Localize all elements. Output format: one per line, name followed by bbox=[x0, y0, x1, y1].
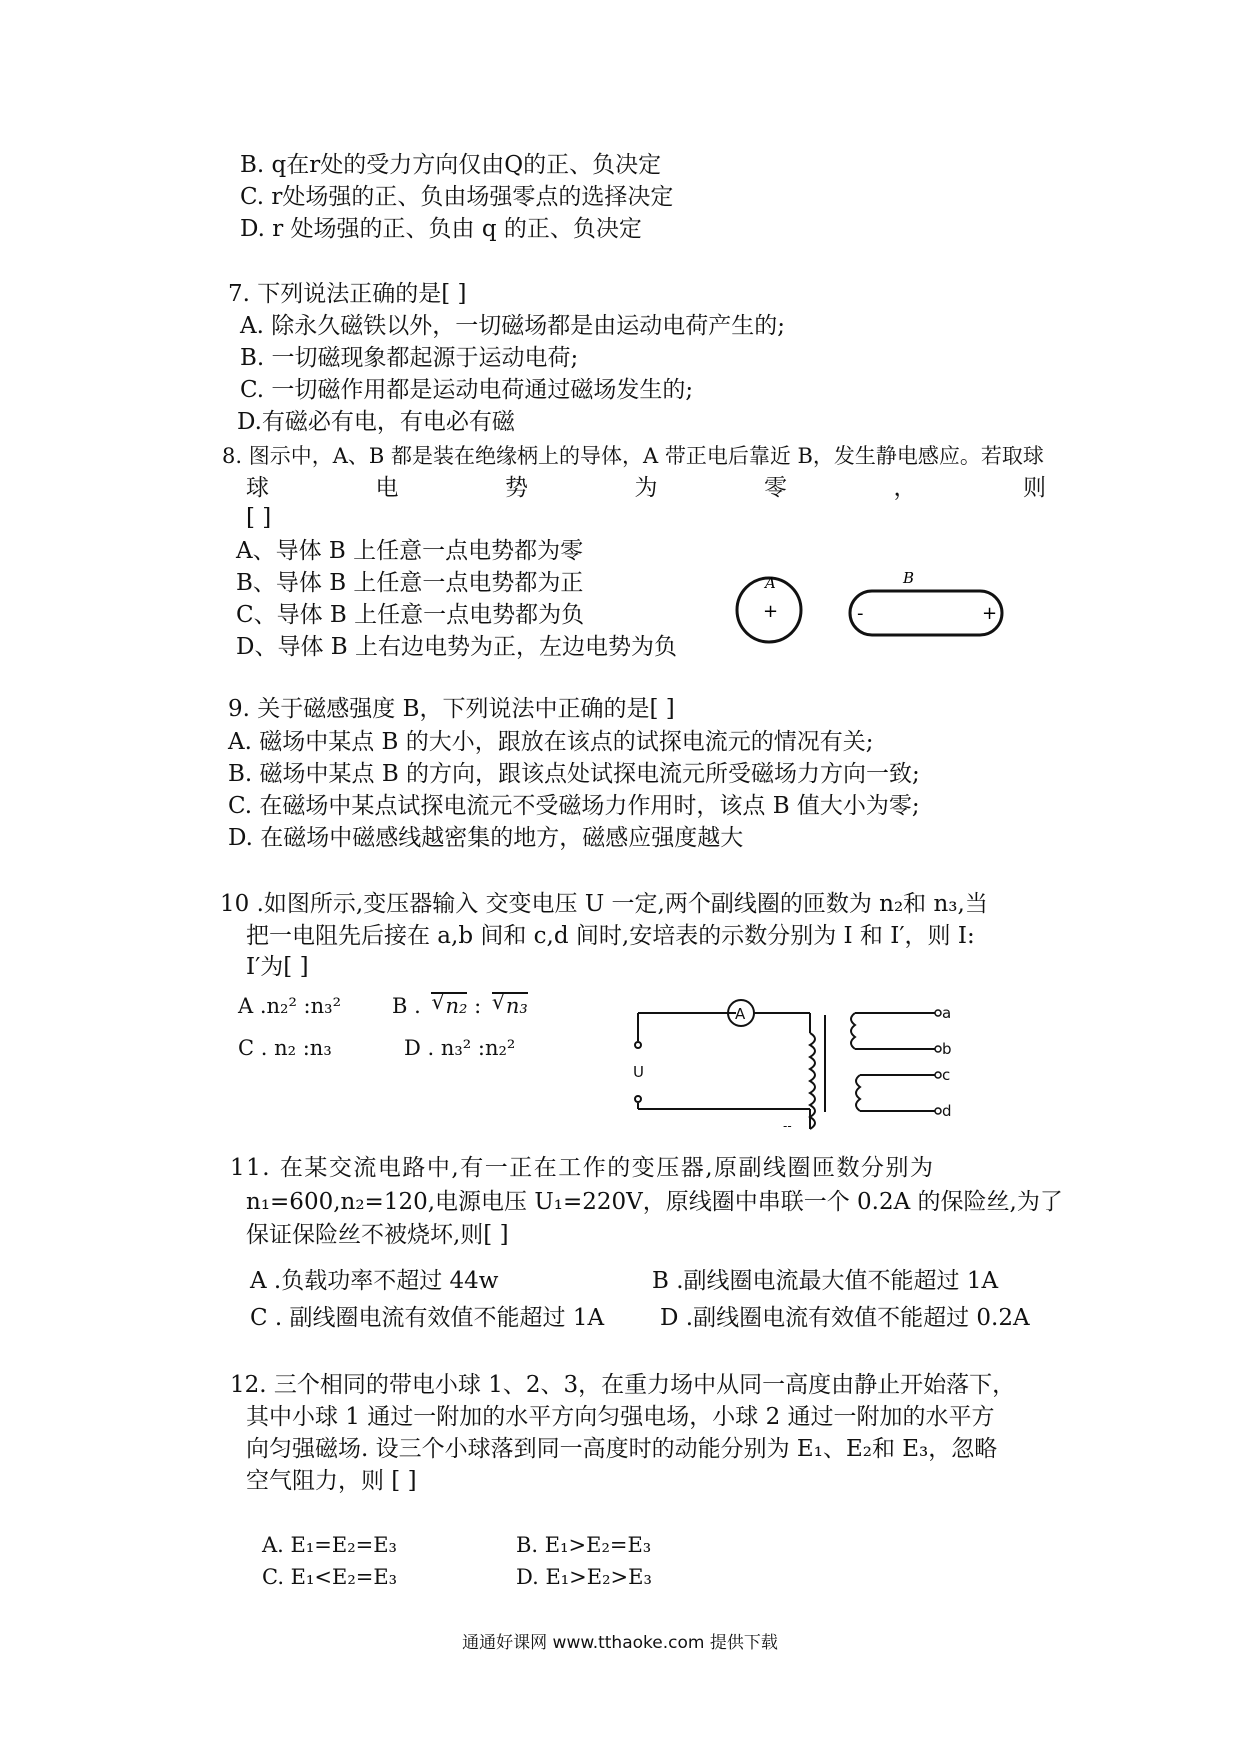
q9-stem: 9. 关于磁感强度 B，下列说法中正确的是[ ] bbox=[228, 696, 675, 722]
sqrt-n3-value: n₃ bbox=[505, 994, 528, 1018]
conductor-b-label: B bbox=[903, 569, 915, 587]
q8-option-a: A、导体 B 上任意一点电势都为零 bbox=[236, 538, 584, 564]
q11-option-a: A .负载功率不超过 44w bbox=[250, 1268, 499, 1294]
charge-minus-b: - bbox=[857, 603, 864, 624]
voltage-label: U bbox=[633, 1063, 644, 1081]
terminal-c bbox=[935, 1072, 941, 1078]
q6-option-d: D. r 处场强的正、负由 q 的正、负决定 bbox=[240, 216, 642, 242]
q7-option-d: D.有磁必有电，有电必有磁 bbox=[237, 409, 515, 435]
q12-stem-line2: 其中小球 1 通过一附加的水平方向匀强电场，小球 2 通过一附加的水平方 bbox=[246, 1404, 995, 1430]
q10-option-d: D . n₃² :n₂² bbox=[404, 1036, 516, 1060]
q8-word: 则 bbox=[1023, 475, 1046, 501]
q10-option-b bbox=[392, 991, 528, 1021]
q10-stem-line2: 把一电阻先后接在 a,b 间和 c,d 间时,安培表的示数分别为 I 和 I′，则 I: bbox=[246, 923, 975, 949]
terminal-d bbox=[935, 1108, 941, 1114]
terminal-a-label: a bbox=[942, 1004, 952, 1022]
terminal-d-label: d bbox=[942, 1102, 952, 1120]
page-footer: 通通好课网 www.tthaoke.com 提供下载 bbox=[462, 1633, 778, 1653]
q8-option-d: D、导体 B 上右边电势为正，左边电势为负 bbox=[236, 634, 677, 660]
sqrt-n2 bbox=[431, 992, 467, 1018]
q8-stem-line1: 8. 图示中，A、B 都是装在绝缘柄上的导体，A 带正电后靠近 B，发生静电感应。若取球 bbox=[222, 444, 1044, 468]
sqrt-sign-icon: √ bbox=[491, 990, 506, 1014]
q7-stem: 7. 下列说法正确的是[ ] bbox=[228, 281, 467, 307]
q9-option-c: C. 在磁场中某点试探电流元不受磁场力作用时，该点 B 值大小为零; bbox=[228, 793, 920, 819]
terminal-b bbox=[935, 1046, 941, 1052]
q8-word: ， bbox=[893, 475, 917, 501]
q6-option-c: C. r处场强的正、负由场强零点的选择决定 bbox=[240, 184, 674, 210]
q9-option-d: D. 在磁场中磁感线越密集的地方，磁感应强度越大 bbox=[228, 825, 744, 851]
q8-word: 为 bbox=[634, 475, 658, 501]
conductor-a-sphere bbox=[737, 578, 801, 642]
q11-stem-line3: 保证保险丝不被烧坏,则[ ] bbox=[246, 1222, 509, 1248]
q12-stem-line4: 空气阻力，则 [ ] bbox=[246, 1468, 417, 1494]
q12-stem-line1: 12. 三个相同的带电小球 1、2、3，在重力场中从同一高度由静止开始落下， bbox=[230, 1372, 1016, 1398]
q7-option-c: C. 一切磁作用都是运动电荷通过磁场发生的; bbox=[240, 377, 694, 403]
q8-stem-line2 bbox=[246, 473, 1046, 503]
ammeter-icon bbox=[728, 1000, 754, 1026]
q10-option-c: C . n₂ :n₃ bbox=[238, 1036, 332, 1060]
sqrt-n2-value: n₂ bbox=[445, 994, 468, 1018]
q8-option-b: B、导体 B 上任意一点电势都为正 bbox=[236, 570, 584, 596]
q10-stem-line3: I′为[ ] bbox=[246, 954, 309, 980]
conductor-a-label: A bbox=[765, 574, 776, 592]
q8-word: 零 bbox=[764, 475, 787, 501]
q10-stem-line1: 10 .如图所示,变压器输入 交变电压 U 一定,两个副线圈的匝数为 n₂和 n₃,当 bbox=[220, 891, 988, 917]
q8-option-c: C、导体 B 上任意一点电势都为负 bbox=[236, 602, 585, 628]
q6-option-b: B. q在r处的受力方向仅由Q的正、负决定 bbox=[240, 152, 662, 178]
q11-option-c: C . 副线圈电流有效值不能超过 1A bbox=[250, 1305, 605, 1331]
charge-plus-a: + bbox=[763, 601, 779, 622]
q12-option-c: C. E₁<E₂=E₃ bbox=[262, 1565, 398, 1589]
figure-dash: -- bbox=[783, 1119, 792, 1133]
q11-option-b: B .副线圈电流最大值不能超过 1A bbox=[652, 1268, 999, 1294]
q11-stem-line2: n₁=600,n₂=120,电源电压 U₁=220V，原线圈中串联一个 0.2A 的保险丝,为了 bbox=[246, 1189, 1063, 1215]
q11-option-d: D .副线圈电流有效值不能超过 0.2A bbox=[660, 1305, 1030, 1331]
terminal-b-label: b bbox=[942, 1040, 952, 1058]
charge-plus-b: + bbox=[982, 603, 998, 624]
q8-word: 球 bbox=[246, 475, 269, 501]
terminal-a bbox=[935, 1010, 941, 1016]
q10-option-b-prefix: B . bbox=[392, 994, 421, 1018]
q9-option-a: A. 磁场中某点 B 的大小，跟放在该点的试探电流元的情况有关; bbox=[228, 729, 874, 755]
q7-option-a: A. 除永久磁铁以外，一切磁场都是由运动电荷产生的; bbox=[240, 313, 785, 339]
q8-answer-bracket: [ ] bbox=[246, 505, 272, 531]
ammeter-label: A bbox=[735, 1005, 746, 1023]
sqrt-n3 bbox=[492, 992, 528, 1018]
q11-stem-line1: 11. 在某交流电路中,有一正在工作的变压器,原副线圈匝数分别为 bbox=[230, 1155, 935, 1181]
q7-option-b: B. 一切磁现象都起源于运动电荷; bbox=[240, 345, 579, 371]
q8-word: 电 bbox=[375, 475, 399, 501]
q12-option-d: D. E₁>E₂>E₃ bbox=[516, 1565, 652, 1589]
terminal-c-label: c bbox=[942, 1066, 951, 1084]
sqrt-sign-icon: √ bbox=[431, 990, 445, 1014]
q9-option-b: B. 磁场中某点 B 的方向，跟该点处试探电流元所受磁场力方向一致; bbox=[228, 761, 920, 787]
q10-option-b-colon: : bbox=[474, 994, 482, 1018]
q8-word: 势 bbox=[505, 475, 528, 501]
q12-option-b: B. E₁>E₂=E₃ bbox=[516, 1533, 652, 1557]
q12-option-a: A. E₁=E₂=E₃ bbox=[262, 1533, 397, 1557]
q12-stem-line3: 向匀强磁场. 设三个小球落到同一高度时的动能分别为 E₁、E₂和 E₃，忽略 bbox=[246, 1436, 998, 1462]
q10-option-a: A .n₂² :n₃² bbox=[238, 994, 341, 1018]
conductor-b-rod bbox=[850, 591, 1002, 635]
